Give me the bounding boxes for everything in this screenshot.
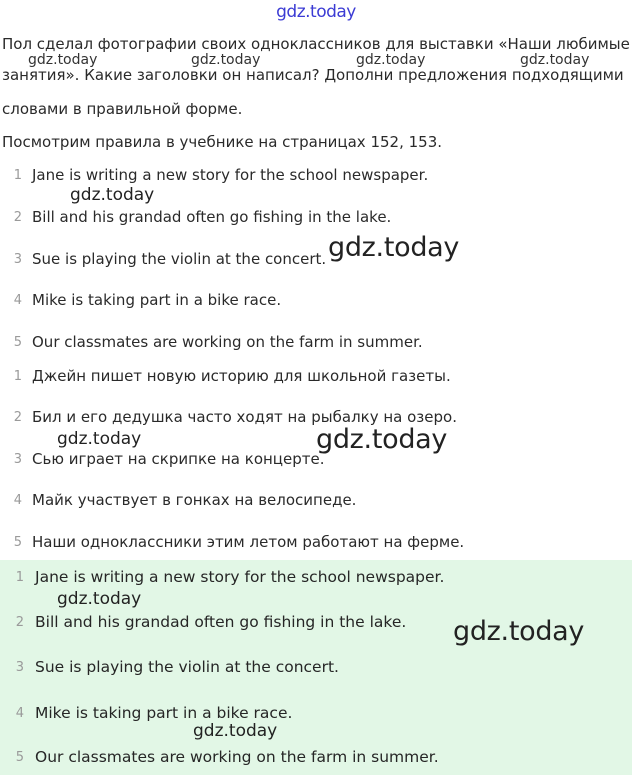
item-text: Mike is taking part in a bike race. (35, 704, 293, 722)
item-text: Bill and his grandad often go fishing in the lake. (32, 208, 392, 226)
item-number: 4 (13, 492, 22, 508)
item-text: Бил и его дедушка часто ходят на рыбалку на озеро. (32, 408, 457, 426)
item-number: 2 (15, 614, 24, 630)
item-number: 1 (13, 167, 22, 183)
item-number: 1 (13, 368, 22, 384)
watermark: gdz.today (328, 232, 460, 263)
item-number: 2 (13, 209, 22, 225)
watermark: gdz.today (191, 52, 261, 68)
item-text: Наши одноклассники этим летом работают на ферме. (32, 533, 465, 551)
item-number: 5 (15, 749, 24, 765)
item-text: Our classmates are working on the farm in summer. (32, 333, 423, 351)
list-item (0, 364, 632, 388)
list-item (0, 288, 632, 312)
item-number: 3 (15, 659, 24, 675)
answer-item (0, 565, 632, 589)
item-text: Майк участвует в гонках на велосипеде. (32, 491, 357, 509)
watermark: gdz.today (356, 52, 426, 68)
item-text: Sue is playing the violin at the concert. (35, 658, 339, 676)
watermark: gdz.today (28, 52, 98, 68)
item-number: 3 (13, 251, 22, 267)
task-line-2: занятия». Какие заголовки он написал? Дополни предложения подходящими (2, 66, 624, 84)
item-number: 5 (13, 534, 22, 550)
watermark: gdz.today (316, 424, 448, 455)
item-text: Jane is writing a new story for the school newspaper. (32, 166, 429, 184)
list-item (0, 530, 632, 554)
list-item (0, 488, 632, 512)
task-hint: Посмотрим правила в учебнике на страницах 152, 153. (2, 133, 443, 151)
task-line-3: словами в правильной форме. (2, 100, 243, 118)
item-text: Our classmates are working on the farm in summer. (35, 748, 439, 766)
task-line-1: Пол сделал фотографии своих одноклассников для выставки «Наши любимые (2, 35, 630, 53)
watermark: gdz.today (193, 721, 278, 741)
watermark: gdz.today (70, 185, 155, 205)
list-item (0, 163, 632, 187)
watermark: gdz.today (57, 429, 142, 449)
answer-item (0, 701, 632, 725)
answer-item (0, 745, 632, 769)
item-text: Bill and his grandad often go fishing in the lake. (35, 613, 407, 631)
item-text: Jane is writing a new story for the school newspaper. (35, 568, 445, 586)
item-number: 4 (13, 292, 22, 308)
item-text: Mike is taking part in a bike race. (32, 291, 282, 309)
item-text: Сью играет на скрипке на концерте. (32, 450, 325, 468)
item-number: 3 (13, 451, 22, 467)
watermark: gdz.today (57, 589, 142, 609)
item-number: 4 (15, 705, 24, 721)
item-text: Sue is playing the violin at the concert. (32, 250, 327, 268)
watermark: gdz.today (453, 616, 585, 647)
site-logo[interactable]: gdz.today (276, 2, 356, 22)
list-item (0, 247, 632, 271)
list-item (0, 330, 632, 354)
item-number: 2 (13, 409, 22, 425)
item-number: 1 (15, 569, 24, 585)
list-item (0, 205, 632, 229)
item-text: Джейн пишет новую историю для школьной газеты. (32, 367, 451, 385)
item-number: 5 (13, 334, 22, 350)
watermark: gdz.today (520, 52, 590, 68)
answer-item (0, 655, 632, 679)
